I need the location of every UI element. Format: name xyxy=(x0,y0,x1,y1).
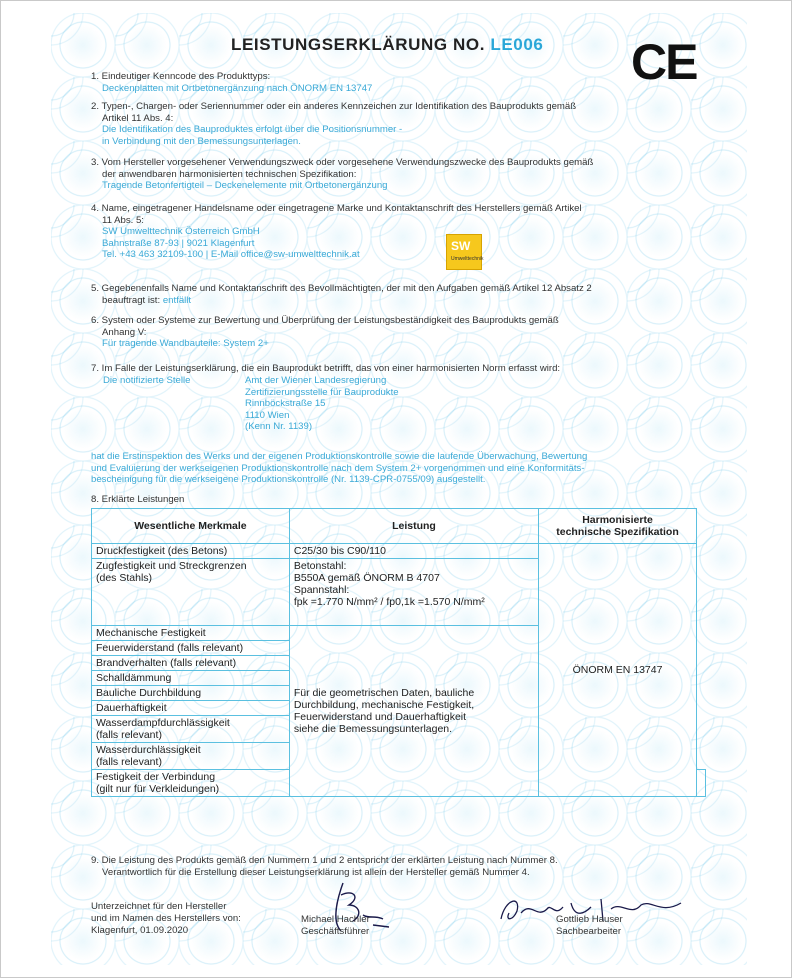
table-header-row xyxy=(92,509,706,544)
feature-cell: Dauerhaftigkeit xyxy=(92,701,290,716)
section-3-label: 3. Vom Hersteller vorgesehener Verwendungszweck oder vorgesehene Verwendungszwecke des Bauprodukts gemäß xyxy=(91,157,594,168)
feature-line2: (falls relevant) xyxy=(96,756,162,768)
merged-line4: siehe die Bemessungsunterlagen. xyxy=(293,723,453,735)
manufacturer-contact: Tel. +43 463 32109-100 | E-Mail office@sw-umwelttechnik.at xyxy=(102,249,360,260)
empty-performance-cell xyxy=(697,770,706,797)
document-title xyxy=(231,35,543,55)
section-7-statement-line1: hat die Erstinspektion des Werks und der eigenen Produktionskontrolle sowie die laufende Überwachung, Bewertung xyxy=(91,451,588,462)
feature-cell: Schalldämmung xyxy=(92,671,290,686)
notified-body-dept: Zertifizierungsstelle für Bauprodukte xyxy=(245,386,399,398)
feature-line2: (falls relevant) xyxy=(96,729,162,741)
feature-cell: Bauliche Durchbildung xyxy=(92,686,290,701)
place-date: Klagenfurt, 01.09.2020 xyxy=(91,925,189,936)
section-5-label-cont xyxy=(91,295,592,307)
performance-line1: Betonstahl: xyxy=(293,560,347,572)
feature-cell xyxy=(92,716,290,743)
notified-body-label: Die notifizierte Stelle xyxy=(103,375,191,386)
section-5 xyxy=(91,283,592,306)
notified-body-number: (Kenn Nr. 1139) xyxy=(245,421,313,432)
merged-line1: Für die geometrischen Daten, bauliche xyxy=(293,687,475,699)
signer-2-name: Gottlieb Hauser xyxy=(556,914,623,925)
notified-body-city: 1110 Wien xyxy=(245,409,290,421)
logo-text: SW xyxy=(451,239,471,253)
section-7-statement xyxy=(91,451,587,486)
signature-statement xyxy=(91,901,241,937)
feature-cell: Mechanische Festigkeit xyxy=(92,626,290,641)
performance-line4: fpk =1.770 N/mm² / fp0,1k =1.570 N/mm² xyxy=(293,596,485,608)
feature-cell: Brandverhalten (falls relevant) xyxy=(92,656,290,671)
section-9-line1: 9. Die Leistung des Produkts gemäß den Nummern 1 und 2 entspricht der erklärten Leistung nach Nummer 8. xyxy=(91,855,558,866)
performance-cell xyxy=(289,559,538,626)
header-spec-line1: Harmonisierte xyxy=(582,514,653,526)
feature-line2: (des Stahls) xyxy=(96,572,153,584)
logo-subtext: Umwelttechnik xyxy=(451,256,484,262)
section-2-label: 2. Typen-, Chargen- oder Seriennummer oder ein anderes Kennzeichen zur Identifikation des Bauprodukts gemäß xyxy=(91,101,577,112)
feature-line1: Wasserdampfdurchlässigkeit xyxy=(96,717,230,729)
merged-performance-cell xyxy=(289,626,538,797)
feature-cell: Druckfestigkeit (des Betons) xyxy=(92,544,290,559)
feature-cell xyxy=(92,770,290,797)
section-7-statement-line2: und Evaluierung der werkseigenen Produktionskontrolle nach dem System 2+ vorgenommen und eine Konformitäts- xyxy=(91,462,585,474)
performance-line2: B550A gemäß ÖNORM B 4707 xyxy=(293,572,440,584)
table-row xyxy=(92,544,706,559)
section-5-label-text: beauftragt ist: xyxy=(102,294,161,306)
merged-line2: Durchbildung, mechanische Festigkeit, xyxy=(293,699,475,711)
merged-line3: Feuerwiderstand und Dauerhaftigkeit xyxy=(293,711,467,723)
sw-logo xyxy=(446,234,482,270)
section-2 xyxy=(91,101,576,147)
section-7-statement-line3: bescheinigung für die werkseigene Produktionskontrolle (Nr. 1139-CPR-0755/09) ausgestellt. xyxy=(91,474,486,485)
signer-2-role: Sachbearbeiter xyxy=(556,926,622,937)
section-4-label-cont: 11 Abs. 5: xyxy=(102,214,144,226)
signer-1 xyxy=(301,914,370,938)
signed-for-label: Unterzeichnet für den Hersteller xyxy=(91,901,227,912)
feature-cell: Feuerwiderstand (falls relevant) xyxy=(92,641,290,656)
section-6-label-cont: Anhang V: xyxy=(102,326,147,338)
section-6-value: Für tragende Wandbauteile: System 2+ xyxy=(102,338,269,349)
section-5-value: entfällt xyxy=(162,294,192,306)
signer-1-role: Geschäftsführer xyxy=(301,926,370,937)
feature-cell xyxy=(92,559,290,626)
notified-body-address xyxy=(245,375,399,433)
section-8-label: 8. Erklärte Leistungen xyxy=(91,494,185,505)
title-code: LE006 xyxy=(490,35,544,54)
section-2-value: Die Identifikation des Bauproduktes erfolgt über die Positionsnummer - xyxy=(102,124,403,135)
section-4-label: 4. Name, eingetragener Handelsname oder eingetragene Marke und Kontaktanschrift des Herstellers gemäß Artikel xyxy=(91,203,582,214)
feature-cell xyxy=(92,743,290,770)
feature-line1: Festigkeit der Verbindung xyxy=(96,771,216,783)
section-1-value: Deckenplatten mit Ortbetonergänzung nach ÖNORM EN 13747 xyxy=(102,82,373,94)
manufacturer-address: Bahnstraße 87-93 | 9021 Klagenfurt xyxy=(102,237,255,249)
performance-table xyxy=(91,508,706,797)
section-4 xyxy=(91,203,582,261)
header-features: Wesentliche Merkmale xyxy=(92,509,290,544)
declaration-sheet xyxy=(51,13,747,965)
spec-cell: ÖNORM EN 13747 xyxy=(539,544,697,797)
header-spec xyxy=(539,509,697,544)
ce-mark: CE xyxy=(631,34,697,90)
performance-line3: Spannstahl: xyxy=(293,584,350,596)
section-2-label-cont: Artikel 11 Abs. 4: xyxy=(102,112,174,124)
performance-cell: C25/30 bis C90/110 xyxy=(289,544,538,559)
signer-2 xyxy=(556,914,623,938)
section-6 xyxy=(91,315,559,350)
section-1-label: 1. Eindeutiger Kenncode des Produkttyps: xyxy=(91,71,271,82)
signed-on-behalf-label: und im Namen des Herstellers von: xyxy=(91,913,241,924)
section-5-label: 5. Gegebenenfalls Name und Kontaktanschrift des Bevollmächtigten, der mit den Aufgaben gemäß Artikel 12 Absatz 2 xyxy=(91,283,592,294)
notified-body-name: Amt der Wiener Landesregierung xyxy=(245,375,387,386)
section-1 xyxy=(91,71,372,94)
header-performance: Leistung xyxy=(289,509,538,544)
section-6-label: 6. System oder Systeme zur Bewertung und Überprüfung der Leistungsbeständigkeit des Bauprodukts gemäß xyxy=(91,315,559,326)
feature-line2: (gilt nur für Verkleidungen) xyxy=(96,783,220,795)
feature-line1: Wasserdurchlässigkeit xyxy=(96,744,201,756)
section-2-value-cont: in Verbindung mit den Bemessungsunterlagen. xyxy=(102,135,301,147)
section-3-value: Tragende Betonfertigteil – Deckenelemente mit Ortbetonergänzung xyxy=(102,180,388,191)
manufacturer-name: SW Umwelttechnik Österreich GmbH xyxy=(102,226,260,237)
title-text: LEISTUNGSERKLÄRUNG NO. xyxy=(231,35,486,54)
section-7-label: 7. Im Falle der Leistungserklärung, die ein Bauprodukt betrifft, das von einer harmonisierten Norm erfasst wird: xyxy=(91,363,561,374)
notified-body-street: Rinnböckstraße 15 xyxy=(245,398,326,409)
header-spec-line2: technische Spezifikation xyxy=(556,526,679,538)
feature-line1: Zugfestigkeit und Streckgrenzen xyxy=(96,560,247,572)
section-7 xyxy=(91,363,560,375)
signer-1-name: Michael Hachler xyxy=(301,914,370,925)
section-3-label-cont: der anwendbaren harmonisierten technischen Spezifikation: xyxy=(102,168,357,180)
section-9-line2: Verantwortlich für die Erstellung dieser Leistungserklärung ist allein der Hersteller gemäß Nummer 4. xyxy=(102,866,530,878)
section-3 xyxy=(91,157,593,192)
